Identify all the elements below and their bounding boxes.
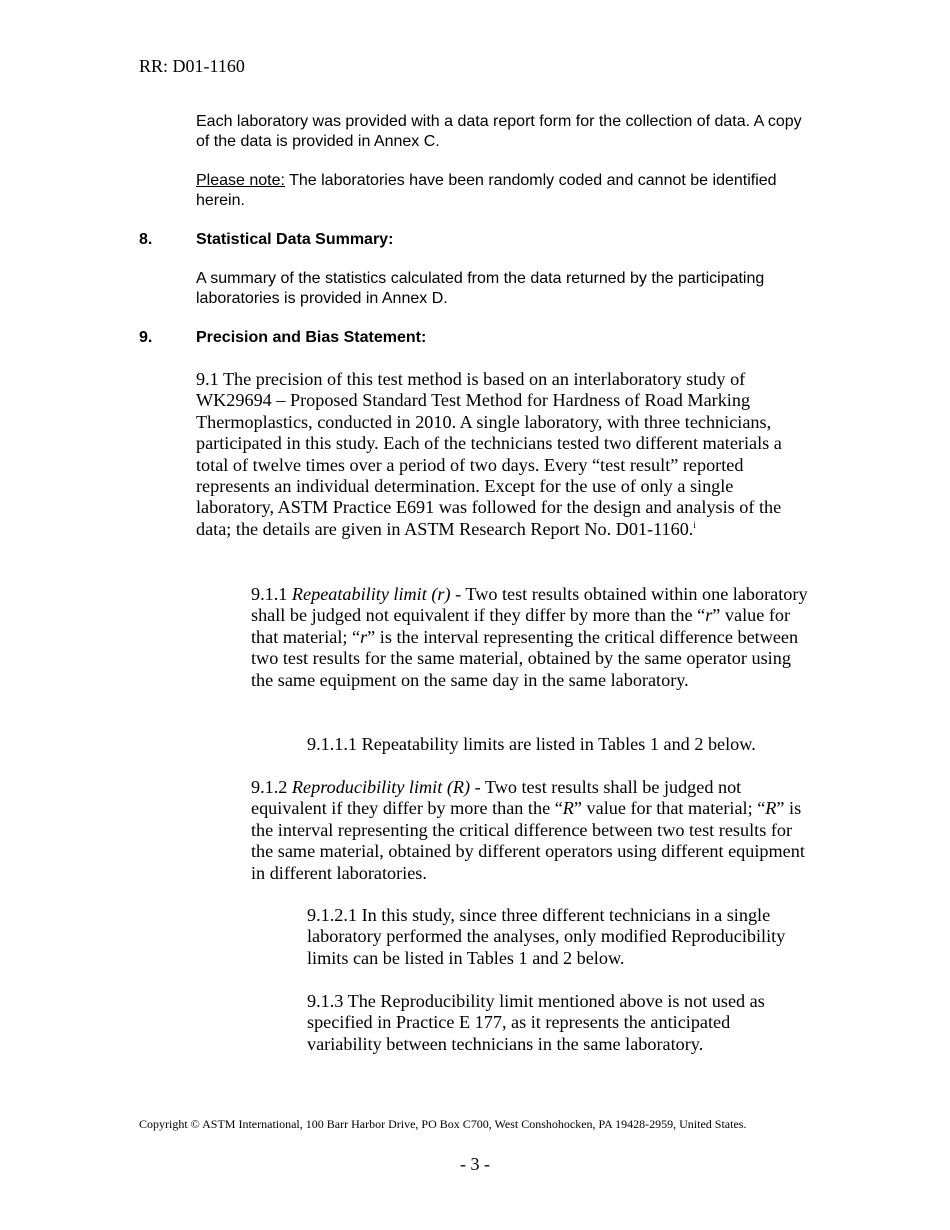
reproducibility-term: Reproducibility limit (R): [291, 777, 471, 797]
section-8-title: Statistical Data Summary:: [196, 231, 394, 248]
note-paragraph: [196, 171, 816, 210]
paragraph-9-1-2-1: [307, 905, 807, 969]
paragraph-9-1-text: 9.1 The precision of this test method is based on an interlaboratory study of WK29694 – Proposed Standard Test Method for Hardness of Road Marking Thermoplastics, conducted in 2010. A single laboratory, with three technicians, participated in this study. Each of the technicians tested two different materials a total of twelve times over a period of two days. Every “test result” reported represents an individual determination. Except for the use of only a single laboratory, ASTM Practice E691 was followed for the design and analysis of the data; the details are given in ASTM Research Report No. D01-1160.: [196, 369, 782, 539]
section-9-heading: [139, 328, 426, 348]
section-8-heading: [139, 230, 393, 250]
section-8-paragraph: [196, 269, 816, 308]
paragraph-9-1-1: [251, 584, 811, 691]
data-form-text: Each laboratory was provided with a data report form for the collection of data. A copy of the data is provided in Annex C.: [196, 113, 802, 150]
note-label: Please note:: [196, 172, 285, 189]
report-header: RR: D01-1160: [139, 56, 245, 76]
section-8-text: A summary of the statistics calculated from the data returned by the participating laboratories is provided in Annex D.: [196, 270, 765, 307]
section-9-title: Precision and Bias Statement:: [196, 329, 427, 346]
repeatability-term: Repeatability limit (r): [291, 584, 451, 604]
note-text: The laboratories have been randomly coded and cannot be identified herein.: [196, 172, 777, 209]
p912-t2: ” value for that material; “: [573, 798, 766, 819]
section-9-number: 9.: [139, 329, 153, 346]
p9111-text: 9.1.1.1 Repeatability limits are listed in Tables 1 and 2 below.: [307, 734, 756, 754]
paragraph-9-1-3: [307, 991, 807, 1055]
p911-r2: r: [360, 626, 368, 647]
p912-t3: ” is the interval representing the critical difference between two test results for the same material, obtained by different operators using different equipment in different laboratories.: [251, 798, 805, 883]
data-form-paragraph: [196, 112, 816, 151]
p912-R2: R: [765, 798, 777, 819]
section-8-number: 8.: [139, 231, 153, 248]
paragraph-9-1: [196, 369, 811, 540]
p911-r1: r: [705, 605, 713, 626]
page-number: - 3 -: [460, 1154, 490, 1174]
footnote-marker: i: [693, 519, 696, 530]
p912-num: 9.1.2: [251, 777, 292, 797]
paragraph-9-1-1-1: [307, 734, 807, 755]
p911-t3: ” is the interval representing the critical difference between two test results for the same material, obtained by the same operator using the same equipment on the same day in the same laboratory.: [251, 626, 799, 690]
copyright-footer: Copyright © ASTM International, 100 Barr Harbor Drive, PO Box C700, West Conshohocken, PA 19428-2959, United States.: [139, 1117, 747, 1131]
p9121-text: 9.1.2.1 In this study, since three different technicians in a single laboratory performed the analyses, only modified Reproducibility limits can be listed in Tables 1 and 2 below.: [307, 905, 786, 968]
p911-t1: - Two test results obtained within one laboratory shall be judged not equivalent if they differ by more than the “: [251, 584, 808, 626]
paragraph-9-1-2: [251, 777, 811, 884]
p911-t2: ” value for that material; “: [251, 605, 791, 647]
p912-R1: R: [562, 798, 574, 819]
p912-t1: - Two test results shall be judged not equivalent if they differ by more than the “: [251, 777, 742, 819]
p913-text: 9.1.3 The Reproducibility limit mentioned above is not used as specified in Practice E 177, as it represents the anticipated variability between technicians in the same laboratory.: [307, 991, 765, 1054]
p911-num: 9.1.1: [251, 584, 292, 604]
